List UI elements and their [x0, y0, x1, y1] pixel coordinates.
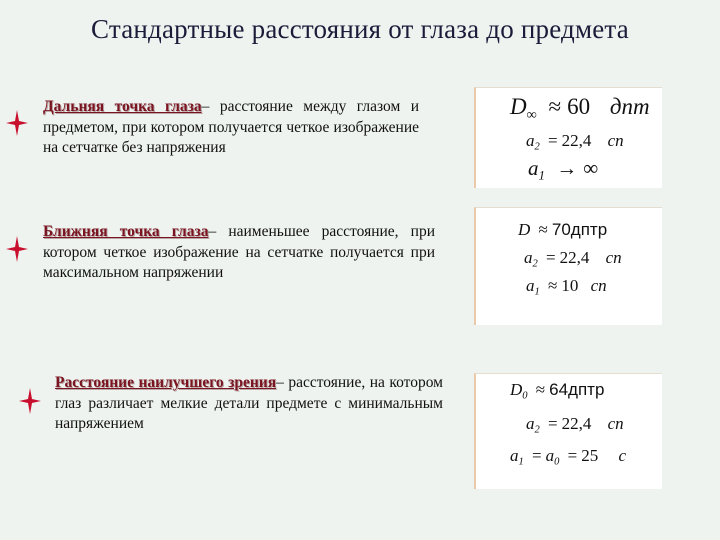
definition-far-point	[43, 97, 419, 159]
term-far-point: Дальняя точка глаза	[43, 98, 202, 115]
term-near-point: Ближняя точка глаза	[43, 223, 209, 240]
definition-best-vision-distance	[55, 373, 443, 435]
sparkle-bullet-icon	[6, 110, 28, 136]
definition-text: – расстояние, на котором глаз различает мелкие детали предмете с минимальным напряжением	[55, 374, 443, 432]
definition-text: – наименьшее расстояние, при котором четкое изображение на сетчатке получается при максимальном напряжении	[43, 223, 435, 281]
formula-line: $D_0$ ≈ 64дптр	[510, 380, 605, 402]
definition-near-point	[43, 222, 435, 284]
formula-line: $D_\infty \approx 60$ дпт	[510, 94, 650, 123]
formula-line: $a_2 = 22,4$ cn	[526, 131, 624, 153]
formula-line: D ≈ 70дптр	[518, 220, 608, 239]
formula-box-far-point	[474, 87, 662, 188]
term-best-vision-distance: Расстояние наилучшего зрения	[55, 374, 277, 391]
formula-line: $a_1$ → ∞	[528, 156, 599, 183]
formula-line: $a_1 = a_0 = 25$ c	[510, 446, 627, 468]
definition-text: – расстояние между глазом и предметом, при котором получается четкое изображение на сетчатке без напряжения	[43, 98, 419, 156]
sparkle-bullet-icon	[6, 236, 28, 262]
sparkle-bullet-icon	[19, 388, 41, 414]
formula-line: $a_2 = 22,4$ cn	[526, 414, 624, 436]
formula-box-near-point	[474, 207, 662, 325]
formula-box-best-vision	[474, 373, 662, 489]
formula-line: $a_1 \approx 10$ cn	[526, 276, 607, 298]
page-title: Стандартные расстояния от глаза до предмета	[91, 14, 629, 44]
formula-line: $a_2 = 22,4$ cn	[524, 248, 622, 270]
